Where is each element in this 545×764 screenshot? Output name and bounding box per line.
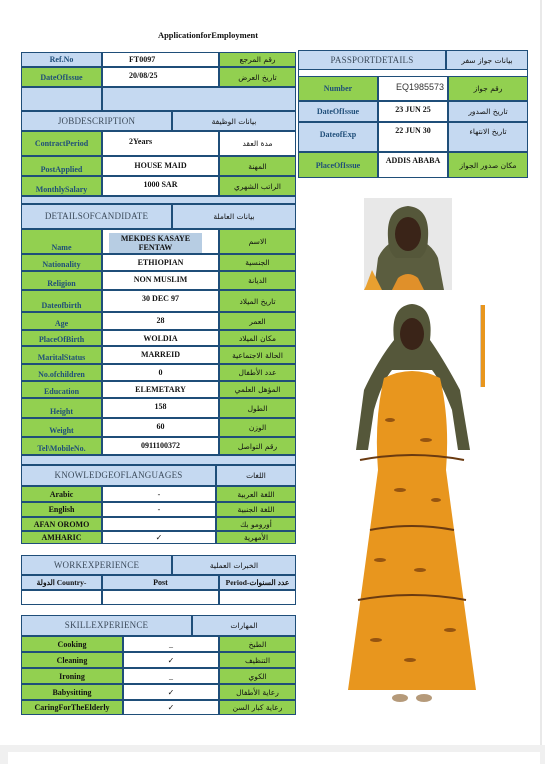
language-level: ✓ (102, 531, 216, 544)
post-value: HOUSE MAID (102, 156, 219, 176)
candidate-label: No.ofchildren (21, 364, 102, 381)
page-edge (540, 0, 542, 745)
language-label: Arabic (21, 486, 102, 502)
spacer-row (21, 455, 296, 465)
passport-header-ar: بيانات جواز سفر (446, 50, 528, 70)
work-header: WORKEXPERIENCE (21, 555, 172, 575)
skill-label: Ironing (21, 668, 123, 684)
candidate-label-ar: الجنسية (219, 254, 296, 271)
candidate-header-ar: بيانات العاملة (172, 204, 296, 229)
passport-header: PASSPORTDETAILS (298, 50, 446, 70)
language-label-ar: اللغة العربية (216, 486, 296, 502)
languages-header-ar: اللغات (216, 465, 296, 486)
candidate-label: Height (21, 398, 102, 418)
skill-label: Cooking (21, 636, 123, 652)
candidate-label: Name (21, 229, 102, 254)
date-issue-value: 20/08/25 (102, 67, 219, 87)
language-label: AFAN OROMO (21, 517, 102, 531)
skill-label: Babysitting (21, 684, 123, 700)
language-label: AMHARIC (21, 531, 102, 544)
passport-expiry-label: DateofExp (298, 122, 378, 152)
salary-label: MonthlySalary (21, 176, 102, 196)
portrait-illustration (364, 198, 452, 290)
skill-level: _ (123, 636, 219, 652)
skill-level: ✓ (123, 684, 219, 700)
salary-value: 1000 SAR (102, 176, 219, 196)
work-col-period: Period-عدد السنوات (219, 575, 296, 590)
candidate-value: ETHIOPIAN (102, 254, 219, 271)
skills-header-ar: المهارات (192, 615, 296, 636)
language-label-ar: الأمهرية (216, 531, 296, 544)
work-cell (21, 590, 102, 605)
candidate-value: NON MUSLIM (102, 271, 219, 290)
work-cell (102, 590, 219, 605)
candidate-value: ELEMETARY (102, 381, 219, 398)
document-title: ApplicationforEmployment (157, 30, 259, 40)
candidate-label-ar: رقم التواصل (219, 437, 296, 455)
passport-number-label-ar: رقم جواز (448, 76, 528, 101)
contract-label-ar: مدة العقد (219, 131, 296, 156)
candidate-label-ar: مكان الميلاد (219, 330, 296, 346)
ref-value: FT0097 (102, 52, 219, 67)
candidate-label: Dateofbirth (21, 290, 102, 312)
language-level: - (102, 486, 216, 502)
candidate-value: MARREID (102, 346, 219, 364)
date-issue-label: DateOfIssue (21, 67, 102, 87)
blank-cell (102, 87, 296, 111)
candidate-header: DETAILSOFCANDIDATE (21, 204, 172, 229)
skill-label: Cleaning (21, 652, 123, 668)
date-issue-label-ar: تاريخ العرض (219, 67, 296, 87)
candidate-value (102, 229, 219, 254)
candidate-label-ar: الوزن (219, 418, 296, 437)
candidate-value: WOLDIA (102, 330, 219, 346)
candidate-label-ar: الديانة (219, 271, 296, 290)
skills-header: SKILLEXPERIENCE (21, 615, 192, 636)
job-header-ar: بيانات الوظيفة (172, 111, 296, 131)
contract-label: ContractPeriod (21, 131, 102, 156)
passport-issue-label: DateOfIssue (298, 101, 378, 122)
passport-issue-value: 23 JUN 25 (378, 101, 448, 122)
languages-header: KNOWLEDGEOFLANGUAGES (21, 465, 216, 486)
candidate-label: PlaceOfBirth (21, 330, 102, 346)
candidate-label-ar: عدد الأطفال (219, 364, 296, 381)
language-label: English (21, 502, 102, 517)
candidate-label: MaritalStatus (21, 346, 102, 364)
passport-expiry-value: 22 JUN 30 (378, 122, 448, 152)
candidate-label-ar: الطول (219, 398, 296, 418)
blank-cell (21, 87, 102, 111)
candidate-label-ar: الاسم (219, 229, 296, 254)
candidate-name-highlight: MEKDES KASAYE FENTAW (109, 233, 202, 253)
passport-number-label: Number (298, 76, 378, 101)
candidate-value: 0911100372 (102, 437, 219, 455)
skill-label-ar: التنظيف (219, 652, 296, 668)
skill-level: ✓ (123, 652, 219, 668)
candidate-value: 30 DEC 97 (102, 290, 219, 312)
candidate-label-ar: العمر (219, 312, 296, 330)
language-level: - (102, 502, 216, 517)
work-col-post: Post (102, 575, 219, 590)
skill-level: ✓ (123, 700, 219, 715)
candidate-label-ar: الحالة الاجتماعية (219, 346, 296, 364)
candidate-value: 0 (102, 364, 219, 381)
passport-issue-label-ar: تاريخ الصدور (448, 101, 528, 122)
cropped-photo-edge (480, 305, 485, 387)
passport-place-value: ADDIS ABABA (378, 152, 448, 178)
next-page (8, 752, 540, 764)
candidate-label: Weight (21, 418, 102, 437)
spacer-row (21, 196, 296, 204)
full-body-photo (340, 300, 482, 708)
work-cell (219, 590, 296, 605)
skill-level: _ (123, 668, 219, 684)
ref-label: Ref.No (21, 52, 102, 67)
language-label-ar: أورومو بك (216, 517, 296, 531)
candidate-label: Religion (21, 271, 102, 290)
salary-label-ar: الراتب الشهري (219, 176, 296, 196)
candidate-value: 28 (102, 312, 219, 330)
passport-number-value: EQ1985573 (378, 76, 448, 101)
post-label: PostApplied (21, 156, 102, 176)
candidate-label-ar: تاريخ الميلاد (219, 290, 296, 312)
candidate-label: Nationality (21, 254, 102, 271)
post-label-ar: المهنة (219, 156, 296, 176)
candidate-value: 60 (102, 418, 219, 437)
skill-label-ar: رعاية كبار السن (219, 700, 296, 715)
candidate-label-ar: المؤهل العلمي (219, 381, 296, 398)
job-header: JOBDESCRIPTION (21, 111, 172, 131)
passport-place-label-ar: مكان صدور الجواز (448, 152, 528, 178)
work-header-ar: الخبرات العملية (172, 555, 296, 575)
full-body-illustration (340, 300, 482, 708)
ref-label-ar: رقم المرجع (219, 52, 296, 67)
candidate-label: Tel\MobileNo. (21, 437, 102, 455)
candidate-label: Age (21, 312, 102, 330)
passport-place-label: PlaceOfIssue (298, 152, 378, 178)
language-label-ar: اللغة الجنبية (216, 502, 296, 517)
portrait-photo (364, 198, 452, 290)
passport-expiry-label-ar: تاريخ الانتهاء (448, 122, 528, 152)
skill-label-ar: الكوي (219, 668, 296, 684)
contract-value: 2Years (102, 131, 219, 156)
language-level (102, 517, 216, 531)
candidate-label: Education (21, 381, 102, 398)
skill-label-ar: الطبخ (219, 636, 296, 652)
skill-label: CaringForTheElderly (21, 700, 123, 715)
work-col-country: الدولة Country- (21, 575, 102, 590)
candidate-value: 158 (102, 398, 219, 418)
skill-label-ar: رعاية الأطفال (219, 684, 296, 700)
